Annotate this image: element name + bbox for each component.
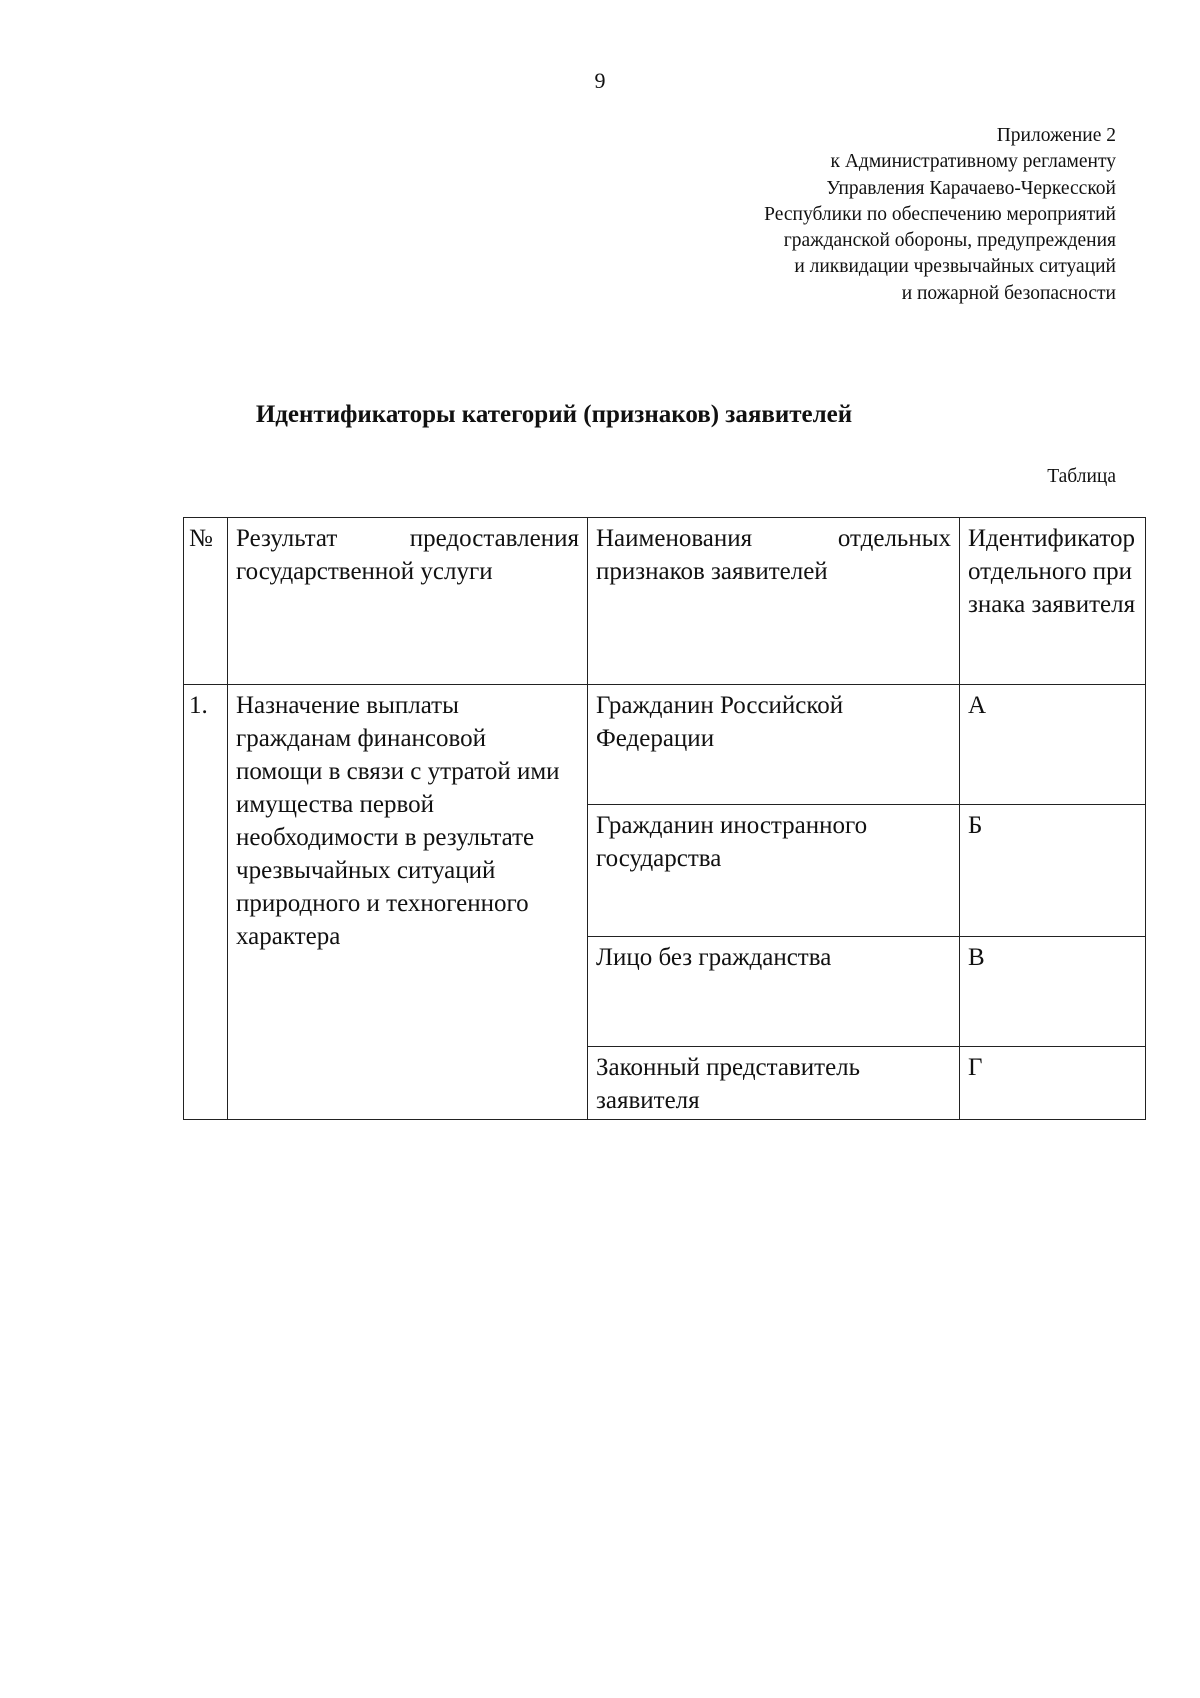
header-id: Идентификатор отдельного признака заявителя — [960, 518, 1146, 685]
row-item-id: В — [960, 937, 1146, 1047]
appendix-block — [764, 123, 1116, 307]
table-caption: Таблица — [1047, 466, 1116, 487]
row-number: 1. — [184, 685, 228, 1120]
appendix-line: Управления Карачаево-Черкесской — [826, 177, 1116, 199]
row-item-id: Г — [960, 1047, 1146, 1120]
row-item-id: А — [960, 685, 1146, 805]
document-title: Идентификаторы категорий (признаков) заявителей — [255, 401, 853, 428]
appendix-line: и пожарной безопасности — [901, 282, 1116, 304]
row-result: Назначение выплаты гражданам финансовой помощи в связи с утратой ими имущества первой необходимости в результате чрезвычайных ситуаций природного и техногенного характера — [228, 685, 588, 1120]
header-result — [228, 518, 588, 685]
header-no: № — [184, 518, 228, 685]
header-result-line: Результат предоставления — [236, 525, 579, 552]
appendix-line: к Административному регламенту — [830, 151, 1116, 173]
appendix-line: Республики по обеспечению мероприятий — [764, 203, 1116, 225]
row-item-name: Гражданин Российской Федерации — [588, 685, 960, 805]
table-row — [184, 685, 1146, 805]
header-name-line: Наименования отдельных — [596, 525, 951, 552]
appendix-line: и ликвидации чрезвычайных ситуаций — [794, 256, 1116, 278]
row-item-id: Б — [960, 805, 1146, 937]
row-item-name: Законный представитель заявителя — [588, 1047, 960, 1120]
row-item-name: Лицо без гражданства — [588, 937, 960, 1047]
identifiers-table — [183, 517, 1146, 1120]
header-name — [588, 518, 960, 685]
appendix-line: Приложение 2 — [996, 125, 1116, 146]
header-result-line: государственной услуги — [236, 558, 493, 585]
page-number: 9 — [594, 68, 606, 93]
appendix-line: гражданской обороны, предупреждения — [783, 230, 1116, 252]
table-header-row — [184, 518, 1146, 685]
header-name-line: признаков заявителей — [596, 558, 828, 585]
row-item-name: Гражданин иностранного государства — [588, 805, 960, 937]
